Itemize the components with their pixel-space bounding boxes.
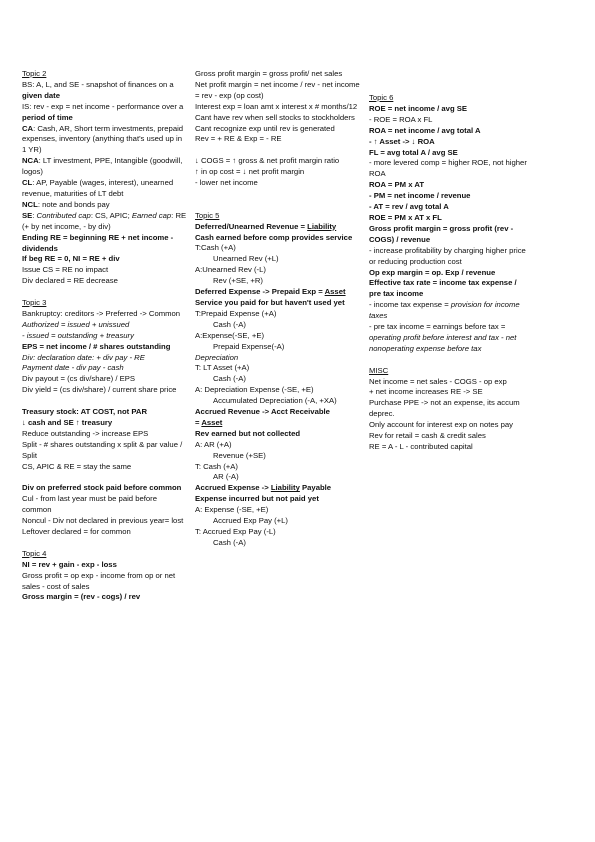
spacer: [195, 145, 360, 156]
note-line: - pre tax income = earnings before tax = operating profit before interest and tax - net nonoperating expense before tax: [369, 322, 517, 353]
note-line: Cant recognize exp until rev is generated: [195, 123, 335, 133]
bold-formula-line: ROE = PM x AT x FL: [369, 212, 442, 222]
notes-column-3: [369, 93, 529, 453]
bold-formula-line: ↓ cash and SE ↑ treasury: [22, 417, 113, 427]
note-line: - increase profitability by charging higher price or reducing production cost: [369, 245, 526, 266]
note-line: T:Prepaid Expense (+A): [195, 308, 277, 318]
note-line: CS, APIC & RE = stay the same: [22, 461, 132, 471]
note-line: Reduce outstanding -> increase EPS: [22, 428, 149, 438]
note-line: Depreciation: [195, 352, 239, 362]
spacer: [195, 200, 360, 211]
note-line: Issue CS = RE no impact: [22, 265, 109, 275]
note-line: A: Depreciation Expense (-SE, +E): [195, 385, 314, 395]
note-line: A: AR (+A): [195, 439, 232, 449]
section-heading: Topic 5: [195, 210, 220, 220]
note-line: CA: Cash, AR, Short term investments, prepaid expenses, inventory (anything that's used up in 1 YR): [22, 123, 184, 155]
note-line: Interest exp = loan amt x interest x # months/12: [195, 101, 358, 111]
note-line: A:Expense(-SE, +E): [195, 330, 265, 340]
bold-formula-line: - ↑ Asset -> ↓ ROA: [369, 136, 435, 146]
notes-column-2: [195, 69, 360, 549]
bold-formula-line: Rev earned but not collected: [195, 428, 301, 438]
spacer: [22, 538, 187, 549]
note-line: AR (-A): [213, 472, 239, 482]
note-line: Cant have rev when sell stocks to stockholders: [195, 112, 355, 122]
notes-column-1: [22, 69, 187, 603]
note-line: Authorized = issued + unissued: [22, 319, 130, 329]
note-line: Div yield = (cs div/share) / current share price: [22, 385, 177, 395]
bold-formula-line: ROA = PM x AT: [369, 180, 425, 190]
note-line: T: LT Asset (+A): [195, 363, 250, 373]
section-heading: Topic 2: [22, 69, 47, 78]
note-line: Cash (-A): [213, 374, 246, 384]
note-line: IS: rev - exp = net income - performance over a period of time: [22, 101, 184, 122]
spacer: [369, 355, 529, 366]
note-line: CL: AP, Payable (wages, interest), unearned revenue, maturities of LT debt: [22, 178, 174, 198]
note-line: ↑ in op cost = ↓ net profit margin: [195, 167, 305, 177]
spacer: [195, 189, 360, 200]
bold-formula-line: Gross profit margin = gross profit (rev - COGS) / revenue: [369, 223, 514, 244]
bold-formula-line: Expense incurred but not paid yet: [195, 494, 319, 504]
bold-formula-line: ROA = net income / avg total A: [369, 125, 481, 135]
bold-formula-line: Effective tax rate = income tax expense / pre tax income: [369, 278, 517, 299]
bold-formula-line: ROE = net income / avg SE: [369, 103, 468, 113]
spacer: [22, 287, 187, 298]
bold-formula-line: Treasury stock: AT COST, not PAR: [22, 407, 148, 417]
bold-formula-line: Ending RE = beginning RE + net income - dividends: [22, 232, 174, 253]
note-line: - more levered comp = higher ROE, not higher ROA: [369, 158, 527, 179]
bold-formula-line: Gross margin = (rev - cogs) / rev: [22, 592, 141, 602]
note-line: Only account for interest exp on notes pay: [369, 420, 514, 430]
note-line: Revenue (+SE): [213, 450, 266, 460]
note-line: Deferred/Unearned Revenue = Liability: [195, 221, 337, 231]
spacer: [22, 473, 187, 484]
bold-formula-line: FL = avg total A / avg SE: [369, 147, 458, 157]
note-line: Prepaid Expense(-A): [213, 341, 285, 351]
note-line: Rev for retail = cash & credit sales: [369, 431, 486, 441]
note-line: - ROE = ROA x FL: [369, 114, 433, 124]
note-line: A: Expense (-SE, +E): [195, 505, 269, 515]
note-line: Gross profit margin = gross profit/ net sales: [195, 69, 343, 78]
note-line: T: Cash (+A): [195, 461, 238, 471]
note-line: Rev (+SE, +R): [213, 276, 263, 286]
section-heading: Topic 3: [22, 298, 47, 308]
note-line: Accrued Expense -> Liability Payable: [195, 483, 332, 493]
note-line: Div payout = (cs div/share) / EPS: [22, 374, 136, 384]
bold-formula-line: Cash earned before comp provides service: [195, 232, 353, 242]
bold-formula-line: Div on preferred stock paid before common: [22, 483, 182, 493]
section-heading: Topic 4: [22, 548, 47, 558]
note-line: Bankruptcy: creditors -> Preferred -> Common: [22, 308, 181, 318]
section-heading: Topic 6: [369, 93, 394, 102]
note-line: T:Cash (+A): [195, 243, 236, 253]
bold-formula-line: Accrued Revenue -> Acct Receivable: [195, 407, 330, 417]
note-line: Div declared = RE decrease: [22, 276, 118, 286]
note-line: SE: Contributed cap: CS, APIC; Earned cap: RE (+ by net income, - by div): [22, 210, 187, 231]
note-line: - income tax expense = provision for income taxes: [369, 300, 520, 321]
note-line: RE = A - L - contributed capital: [369, 441, 473, 451]
note-line: Split - # shares outstanding x split & par value / Split: [22, 439, 183, 460]
note-line: + net income increases RE -> SE: [369, 387, 483, 397]
note-line: ↓ COGS = ↑ gross & net profit margin ratio: [195, 156, 340, 166]
bold-formula-line: NI = rev + gain - exp - loss: [22, 559, 117, 569]
note-line: Div: declaration date: + div pay - RE: [22, 352, 145, 362]
bold-formula-line: - PM = net income / revenue: [369, 191, 471, 201]
note-line: Purchase PPE -> not an expense, its accum deprec.: [369, 398, 520, 419]
bold-formula-line: Op exp margin = op. Exp / revenue: [369, 267, 496, 277]
note-line: Leftover declared = for common: [22, 527, 131, 537]
note-line: A:Unearned Rev (-L): [195, 265, 266, 275]
note-line: Cash (-A): [213, 537, 246, 547]
note-line: Cash (-A): [213, 319, 246, 329]
spacer: [22, 396, 187, 407]
bold-formula-line: If beg RE = 0, NI = RE + div: [22, 254, 120, 264]
note-line: Net income = net sales - COGS - op exp: [369, 376, 507, 386]
note-line: - lower net income: [195, 178, 258, 188]
bold-formula-line: Service you paid for but haven't used yet: [195, 297, 345, 307]
note-line: Payment date - div pay - cash: [22, 363, 124, 373]
note-line: NCA: LT investment, PPE, Intangible (goodwill, logos): [22, 156, 183, 177]
note-line: Accumulated Depreciation (-A, +XA): [213, 396, 337, 406]
bold-formula-line: EPS = net income / # shares outstanding: [22, 341, 171, 351]
section-heading: MISC: [369, 365, 389, 375]
note-line: Accrued Exp Pay (+L): [213, 516, 288, 526]
note-line: BS: A, L, and SE - snapshot of finances on a given date: [22, 79, 174, 100]
note-line: Unearned Rev (+L): [213, 254, 279, 264]
note-line: T: Accrued Exp Pay (-L): [195, 527, 276, 537]
note-line: Deferred Expense -> Prepaid Exp = Asset: [195, 287, 346, 297]
note-line: Rev = + RE & Exp = - RE: [195, 134, 282, 144]
note-line: Noncul - Div not declared in previous year= lost: [22, 516, 184, 526]
bold-formula-line: - AT = rev / avg total A: [369, 202, 449, 212]
note-line: Net profit margin = net income / rev - net income = rev - exp (op cost): [195, 79, 360, 100]
note-line: Cul - from last year must be paid before common: [22, 494, 158, 515]
note-line: Gross profit = op exp - income from op or net sales - cost of sales: [22, 570, 176, 591]
note-line: - issued = outstanding + treasury: [22, 330, 134, 340]
note-line: NCL: note and bonds pay: [22, 199, 110, 209]
note-line: = Asset: [195, 417, 223, 427]
